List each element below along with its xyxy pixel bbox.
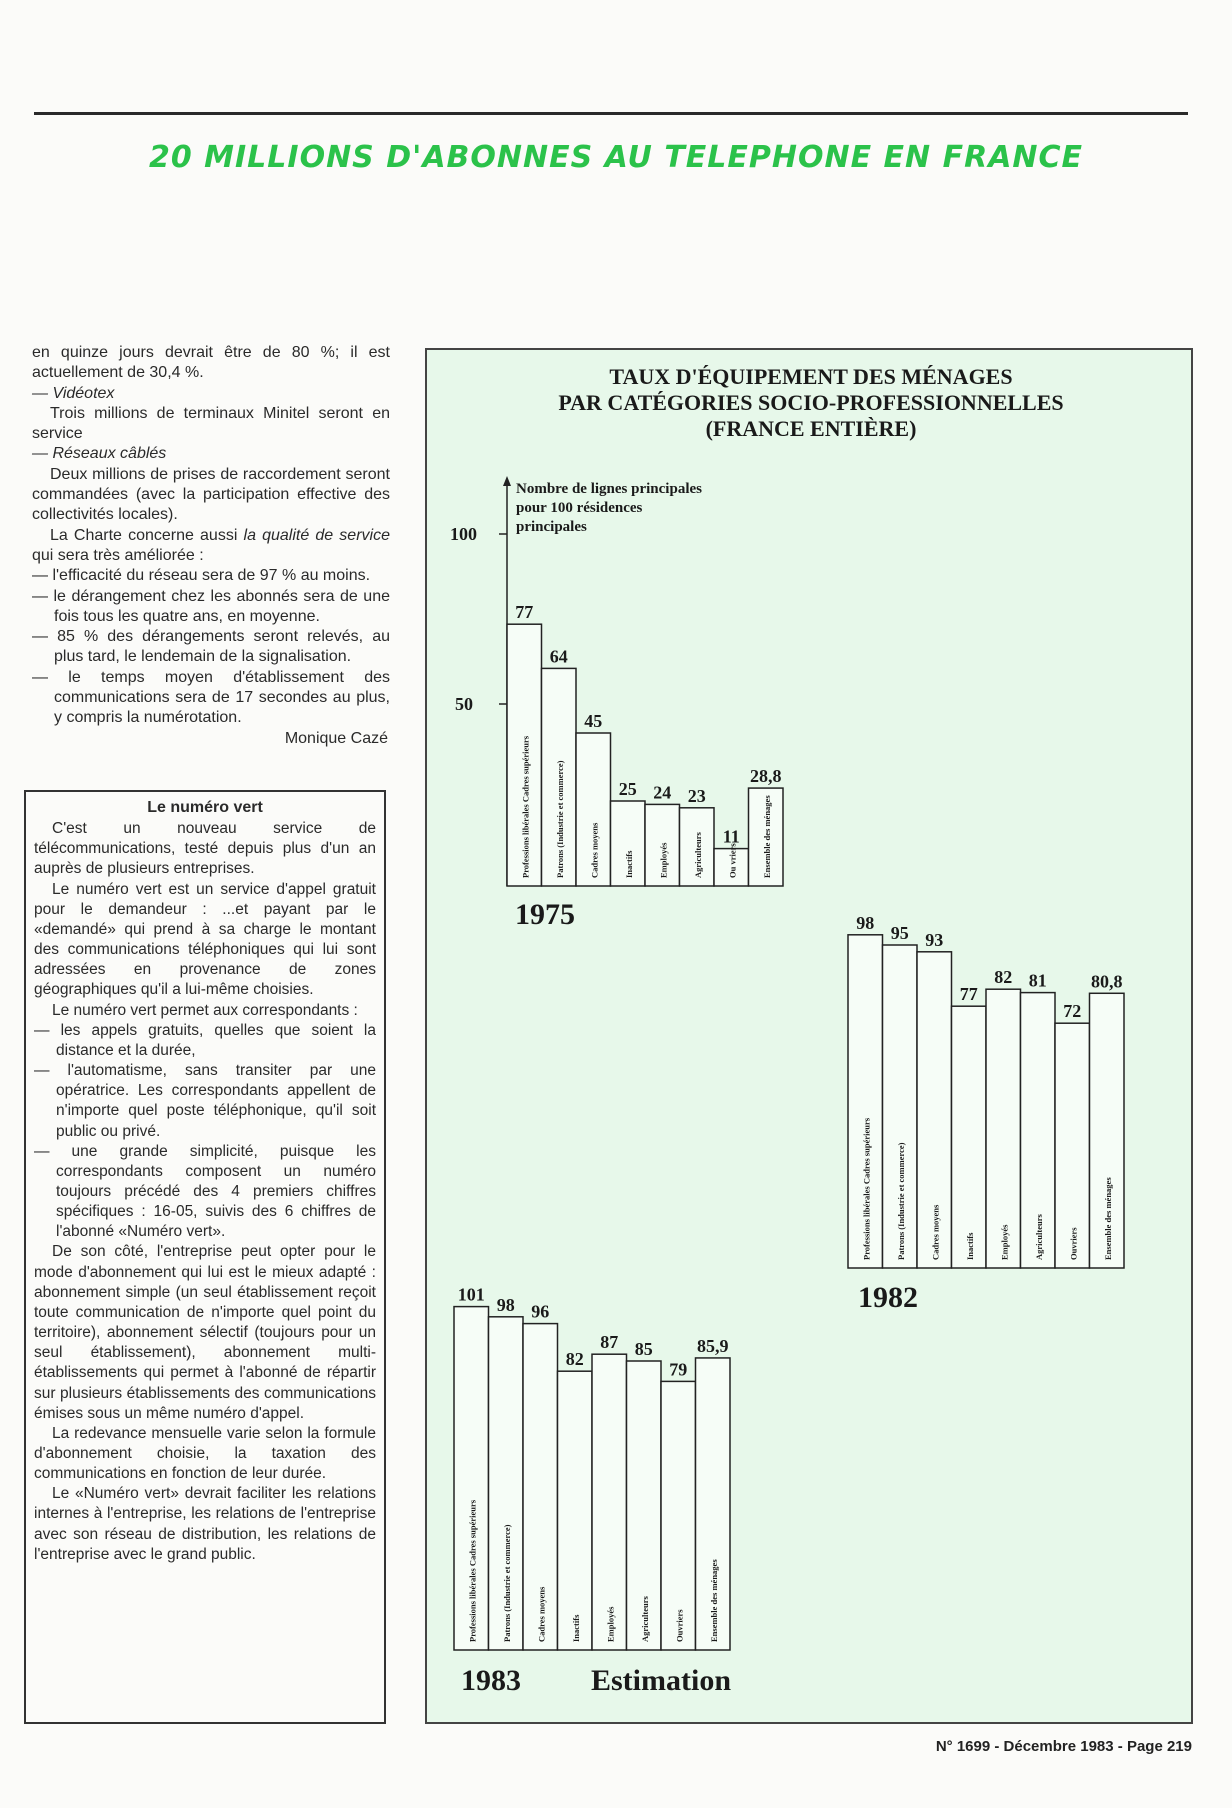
- bar-category-label: Patrons (Industrie et commerce): [554, 760, 565, 878]
- top-rule: [34, 112, 1188, 115]
- bullet-item: — le temps moyen d'établissement des communications sera de 17 secondes au plus, y compris la numérotation.: [32, 668, 390, 727]
- section-label-reseaux: — Réseaux câblés: [32, 445, 167, 463]
- bullet-item: — l'automatisme, sans transiter par une opératrice. Les correspondants appellent de n'importe quel poste téléphonique, qu'il soit public ou privé.: [34, 1062, 376, 1140]
- bar-value-label: 85,9: [697, 1335, 729, 1356]
- bar-value-label: 28,8: [750, 766, 782, 787]
- bar-category-label: Agriculteurs: [1033, 1214, 1044, 1260]
- sidebar-paragraph: De son côté, l'entreprise peut opter pour le mode d'abonnement qui lui est le mieux adapté : abonnement simple (un seul établissement reçoit toute communication de n'importe quel point du territoire), abonnement sélectif (toujours pour un seul établissement), abonnement multi-établissements qui permet à l'abonné de répartir sur plusieurs établissements des communications émises sous un même numéro d'appel.: [34, 1243, 376, 1422]
- bar-panel-1975: [507, 602, 783, 886]
- y-axis-label-line-3: principales: [516, 519, 587, 535]
- bar-value-label: 77: [515, 602, 534, 623]
- bar-value-label: 11: [722, 826, 740, 847]
- author-signature: Monique Cazé: [284, 729, 388, 747]
- bar-value-label: 101: [457, 1284, 485, 1305]
- article-paragraph: La Charte concerne aussi la qualité de service qui sera très améliorée :: [32, 526, 390, 564]
- page-footer: N° 1699 - Décembre 1983 - Page 219: [935, 1738, 1192, 1755]
- sidebar-paragraph: Le «Numéro vert» devrait faciliter les relations internes à l'entreprise, les relations de l'entreprise avec son réseau de distribution, les relations de l'entreprise avec le grand public.: [34, 1485, 376, 1563]
- bar-category-label: Ou vriers: [727, 843, 738, 878]
- chart-title-line-3: (FRANCE ENTIÈRE): [705, 416, 917, 441]
- bar-category-label: Employés: [605, 1606, 616, 1642]
- sidebar-title: Le numéro vert: [147, 799, 263, 816]
- bar-value-label: 96: [531, 1301, 550, 1322]
- bar-value-label: 24: [653, 782, 672, 803]
- bar-value-label: 95: [890, 923, 909, 943]
- bar-value-label: 23: [687, 785, 706, 806]
- bar-category-label: Agriculteurs: [692, 832, 703, 878]
- bar-value-label: 80,8: [1091, 971, 1123, 992]
- bar-category-label: Patrons (Industrie et commerce): [501, 1524, 512, 1642]
- bar-category-label: Ensemble des ménages: [761, 795, 772, 878]
- panel-sublabel-estimation: Estimation: [591, 1664, 732, 1697]
- article-paragraph: en quinze jours devrait être de 80 %; il est actuellement de 30,4 %.: [32, 344, 390, 382]
- bar-category-label: Inactifs: [623, 850, 634, 878]
- bullet-item: — les appels gratuits, quelles que soient la distance et la durée,: [34, 1021, 376, 1059]
- sidebar-paragraph: Le numéro vert est un service d'appel gratuit pour le demandeur : ...et payant par le «demandé» qui prend à sa charge le montant des communications téléphoniques qui lui sont adressées en provenance de zones géographiques qu'il a lui-même choisies.: [34, 880, 376, 999]
- bullet-item: — l'efficacité du réseau sera de 97 % au moins.: [32, 567, 371, 585]
- chart-svg: [427, 350, 1193, 1724]
- bar-category-label: Ouvriers: [674, 1609, 685, 1642]
- bar-category-label: Employés: [658, 842, 669, 878]
- headline: 20 MILLIONS D'ABONNES AU TELEPHONE EN FRANCE: [148, 140, 1084, 175]
- bar-value-label: 25: [618, 779, 637, 799]
- bars-layer: [454, 602, 1124, 1650]
- bar-panel-1982: [848, 913, 1124, 1268]
- chart-title-line-2: PAR CATÉGORIES SOCIO-PROFESSIONNELLES: [558, 390, 1064, 415]
- section-label-videotex: — Vidéotex: [32, 384, 115, 402]
- bar-value-label: 45: [584, 711, 603, 731]
- panel-label-1983: 1983: [461, 1664, 521, 1697]
- bar: [952, 1006, 987, 1268]
- bar-category-label: Ensemble des ménages: [708, 1559, 719, 1642]
- bar-category-label: Ouvriers: [1068, 1227, 1079, 1260]
- bar-category-label: Patrons (Industrie et commerce): [895, 1142, 906, 1260]
- bar: [558, 1371, 593, 1650]
- bar-category-label: Cadres moyens: [589, 822, 600, 878]
- bar-value-label: 98: [496, 1294, 515, 1315]
- bar-category-label: Cadres moyens: [536, 1586, 547, 1642]
- bar-value-label: 77: [959, 984, 978, 1005]
- sidebar-paragraph: C'est un nouveau service de télécommunications, testé depuis plus d'un an auprès de plusieurs entreprises.: [34, 820, 376, 878]
- bar-panel-1983: [454, 1285, 730, 1650]
- bullet-item: — une grande simplicité, puisque les correspondants composent un numéro toujours précédé des 4 premiers chiffres spécifiques : 16-05, suivis des 6 chiffres de l'abonné «Numéro vert».: [34, 1142, 376, 1241]
- bar-category-label: Ensemble des ménages: [1102, 1177, 1113, 1260]
- bar-category-label: Employés: [999, 1224, 1010, 1260]
- chart-title-line-1: TAUX D'ÉQUIPEMENT DES MÉNAGES: [609, 364, 1013, 389]
- panel-label-1975: 1975: [515, 898, 575, 931]
- bar-value-label: 87: [600, 1332, 619, 1353]
- bar-value-label: 85: [634, 1339, 653, 1359]
- bar-value-label: 79: [669, 1359, 688, 1380]
- bar-value-label: 64: [549, 646, 568, 667]
- bar-category-label: Agriculteurs: [639, 1596, 650, 1642]
- y-axis-label-line-1: Nombre de lignes principales: [516, 481, 702, 497]
- bar-value-label: 93: [925, 929, 944, 950]
- bar: [592, 1354, 627, 1650]
- bullet-item: — le dérangement chez les abonnés sera de une fois tous les quatre ans, en moyenne.: [32, 587, 390, 625]
- y-axis-label-line-2: pour 100 résidences: [516, 500, 643, 516]
- chart-panel: [425, 348, 1193, 1724]
- bar-category-label: Inactifs: [964, 1232, 975, 1260]
- y-tick-label-100: 100: [450, 524, 477, 544]
- article-paragraph: Deux millions de prises de raccordement seront commandées (avec la participation effective des collectivités locales).: [32, 465, 390, 524]
- bar-category-label: Professions libérales Cadres supérieurs: [467, 1499, 478, 1642]
- bar-value-label: 82: [994, 967, 1013, 988]
- y-axis-arrow-icon: [503, 476, 511, 486]
- bar-category-label: Inactifs: [570, 1614, 581, 1642]
- bar-value-label: 81: [1028, 970, 1047, 991]
- bar-category-label: Cadres moyens: [930, 1204, 941, 1260]
- bar-value-label: 82: [565, 1349, 584, 1370]
- bar-category-label: Professions libérales Cadres supérieurs: [520, 735, 531, 878]
- y-tick-label-50: 50: [455, 694, 473, 714]
- sidebar-paragraph: Le numéro vert permet aux correspondants :: [52, 1001, 358, 1019]
- bar-value-label: 98: [856, 912, 875, 933]
- bullet-item: — 85 % des dérangements seront relevés, au plus tard, le lendemain de la signalisation.: [32, 628, 390, 666]
- sidebar-paragraph: La redevance mensuelle varie selon la formule d'abonnement choisie, la taxation des communications en fonction de leur durée.: [34, 1424, 376, 1483]
- bar-value-label: 72: [1063, 1001, 1082, 1022]
- panel-label-1982: 1982: [858, 1281, 918, 1314]
- article-paragraph: Trois millions de terminaux Minitel seront en service: [32, 404, 390, 443]
- bar-category-label: Professions libérales Cadres supérieurs: [861, 1117, 872, 1260]
- article-column: [32, 343, 390, 749]
- sidebar-content: [34, 798, 376, 1565]
